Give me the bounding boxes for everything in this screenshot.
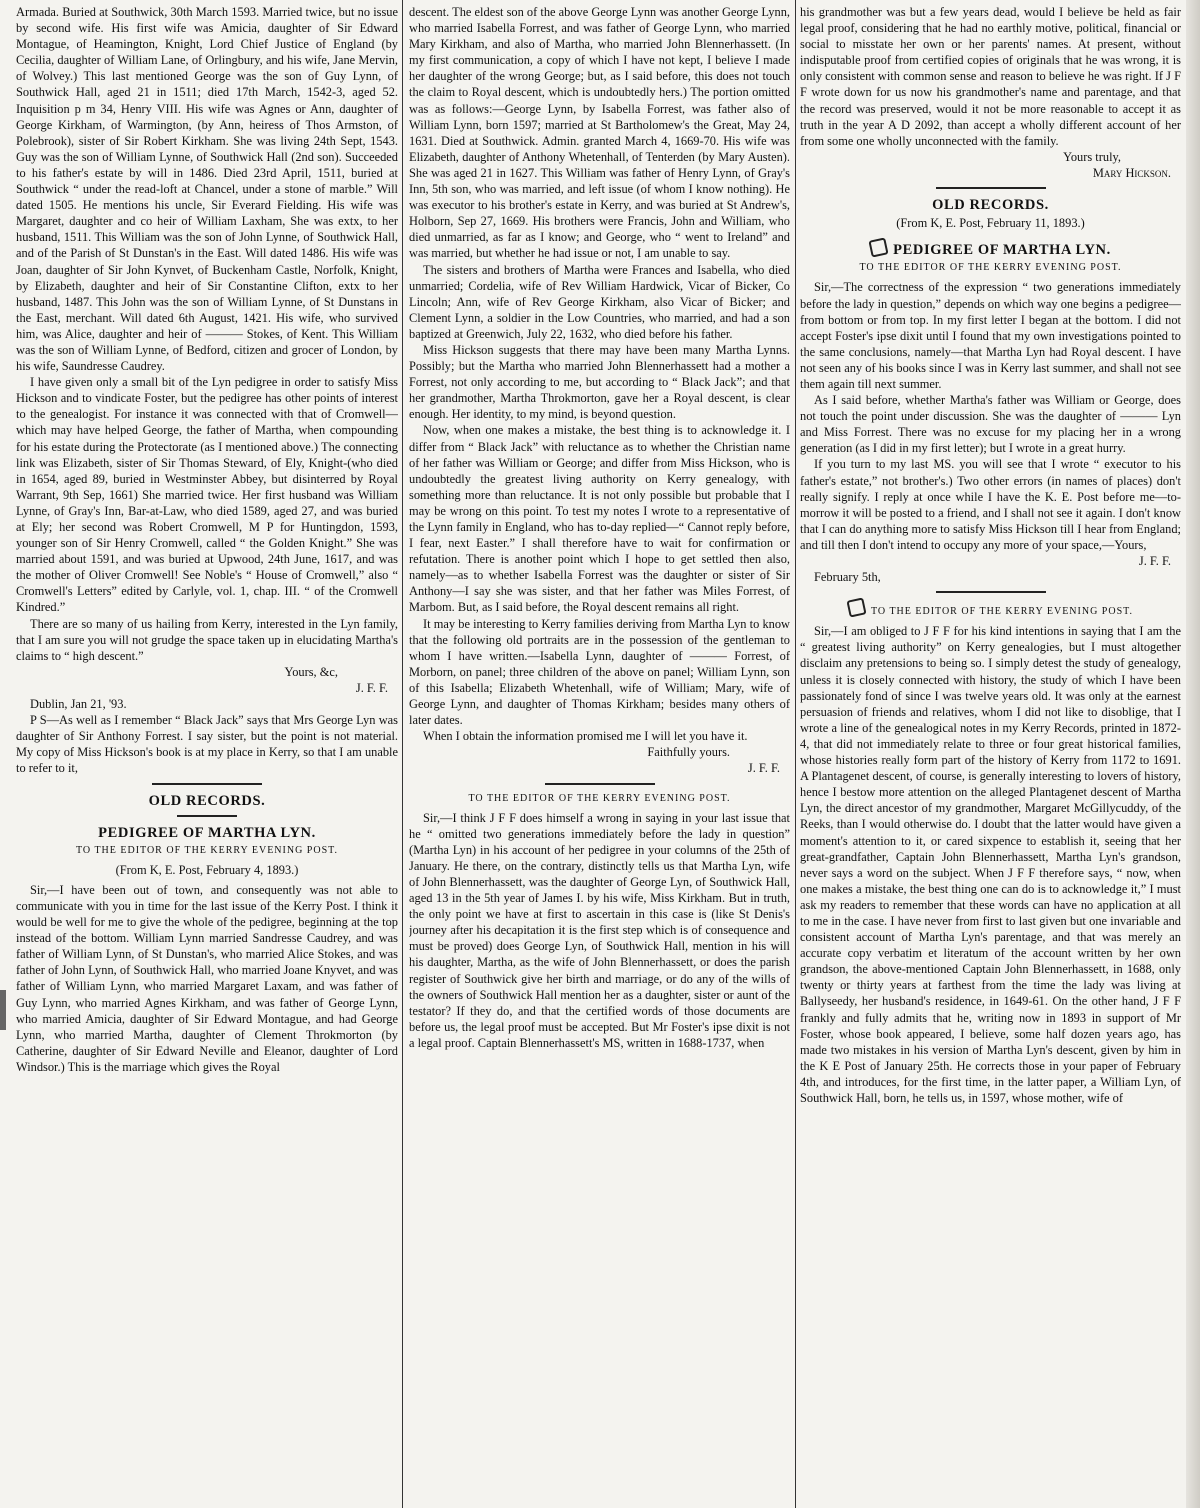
paragraph: Now, when one makes a mistake, the best thing is to acknowledge it. I differ from “ Black Jack” with reluctance as to whether the Christian name of her father was William or George; and differ from Miss Hickson, who is undoubtedly the greatest living authority on Kerry genealogy, with something more than reluctance. It is not only possible but probable that I may be wrong on this point. To test my notes I wrote to a representative of the Lynn family in England, who has to-day replied—“ Cannot reply before, I fear, next Easter.” I shall therefore have to wait for confirmation or refutation. There is another point which I hope to get settled then also, namely—as to whether Isabella Forrest was the daughter or sister of Sir Anthony—I say she was sister, and that her father was Miles Forrest, of Marbom. But, as I said before, the Royal descent remains all right. [409, 423, 790, 615]
source-line: (From K, E. Post, February 11, 1893.) [896, 216, 1085, 231]
paragraph: When I obtain the information promised me I will let you have it. [423, 729, 748, 744]
dateline: February 5th, [814, 570, 881, 585]
editor-address [800, 599, 1181, 620]
column-rule [402, 0, 403, 1508]
paragraph: Armada. Buried at Southwick, 30th March 1593. Married twice, but no issue by second wife. His first wife was Amicia, daughter of Sir Edward Montague, of Heamington, Knight, Lord Chief Justice of England (by Cecilia, daughter of William Lane, of Orlingbury, and his wife, Jane Mervin, of Wolvey.) This last mentioned George was the son of Guy Lynn, of Southwick Hall, aged 21 in 1511; died 17th March, 1542-3, aged 52. Inquisition p m 34, Henry VIII. His wife was Agnes or Ann, daughter of George Kirkham, of Warmington, (by Ann, heiress of Thos Armston, of Polebrook), sister of Sir Robert Kirkham. She was living 24th Sept, 1543. Guy was the son of William Lynne, of Southwick Hall (2nd son). Succeeded to his father's estate by will in 1486. Died 23rd April, 1511, buried at Southwick “ under the read-loft at Chancel, under a stone of marble.” Will dated 1505. He mentions his uncle, Sir Everard Fielding. His wife was Margaret, daughter and co heir of William Laxham, She was extx, to her husband, 1511. This William was the son of John Lynne, of Southwick Hall, and of the Parish of St Dunstan's in the East. Will dated 1486. His wife was Joan, daughter of Sir John Kynvet, of Buckenham Castle, Norfolk, Knight, by Elizabeth, daughter and heir of Sir Constantine Clifton, extx to her husband, 1487. This John was the son of William Lynne, of St Dunstans in the East, merchant. Will dated 6th August, 1421. His wife, who survived him, was Alice, daughter and heir of ——— Stokes, of Kent. This William was the son of William Lynne, of Bedford, citizen and grocer of London, by his wife, Saundresse Caudrey. [16, 5, 398, 374]
section-heading: OLD RECORDS. [932, 197, 1049, 214]
letter-paragraph: As I said before, whether Martha's father was William or George, does not touch the point under discussion. She was the daughter of ——— Lyn and Miss Forrest. There was no excuse for my placing her in a wrong generation (as I did in my first letter); but I wrote in a great hurry. [800, 393, 1181, 456]
paragraph: Miss Hickson suggests that there may have been many Martha Lynns. Possibly; but the Martha who married John Blennerhassett had a mother a Forrest, not only according to me, but according to “ Black Jack”; and that her grandmother, Martha Throkmorton, gave her a Royal descent, is clear enough. Her identity, to my mind, is beyond question. [409, 342, 790, 422]
column-rule [795, 0, 796, 1508]
article-heading [800, 239, 1181, 258]
letter-signature: J. F. F. [1138, 554, 1171, 568]
section-heading: OLD RECORDS. [148, 792, 266, 809]
paragraph: descent. The eldest son of the above George Lynn was another George Lynn, who married Isabella Forrest, and was father of George Lynn, who married Mary Kirkham, and also of Martha, who married John Blennerhassett. (In my first communication, a copy of which I have not kept, I believe I made her daughter of the wrong George; but, as I said before, this does not touch the claim to Royal descent, which is undoubtedly hers.) The portion omitted was as follows:—George Lynn, by Isabella Forrest, was father also of William Lynn, born 1597; married at St Bartholomew's the Great, May 24, 1631. Died at Southwick. Admin. granted March 4, 1669-70. His wife was Elizabeth, daughter of Anthony Whetenhall, of Tenterden (by Mary Austen). She was aged 21 in 1627. This William was father of Henry Lynn, of Gray's Inn, 5th son, who was married, and left issue (of whom I know nothing). He was executor to his brother's estate in Kerry, and was buried at St Andrew's, Holborn, Sep 27, 1669. His brothers were Francis, John and William, who died unmarried, as far as I know; and George, who “ went to Ireland” and was married, but whether he had issue or not, I am unable to say. [409, 5, 790, 261]
pointing-hand-icon [846, 598, 866, 618]
section-rule [152, 783, 262, 785]
article-heading-text: PEDIGREE OF MARTHA LYN. [893, 242, 1111, 259]
letter-close: Yours, &c, [284, 664, 338, 679]
paragraph: It may be interesting to Kerry families deriving from Martha Lyn to know that the following old portraits are in the possession of the gentleman to whom I have written.—Isabella Lynn, daughter of ——— Forrest, of Morborn, on panel; three children of the above on panel; William Lynn, son of this Isabella; Elizabeth Whetenhall, wife of William; Mary, wife of George Lynn, and daughter of Thomas Kirkham; besides many others of later dates. [409, 616, 790, 728]
paragraph: The sisters and brothers of Martha were Frances and Isabella, who died unmarried; Cordelia, wife of Rev William Hardwick, Vicar of Bicker, Co Lincoln; Ann, wife of Rev George Kirkham, also Vicar of Bicker; and Clement Lynn, a soldier in the Low Countries, who married, and had a son baptized at Greenwich, July 22, 1632, who died before his father. [409, 262, 790, 341]
dateline: Dublin, Jan 21, '93. [30, 697, 127, 712]
section-rule [177, 815, 237, 817]
paragraph: There are so many of us hailing from Kerry, interested in the Lyn family, that I am sure you will not grudge the space taken up in elucidating Martha's claims to “ high descent.” [16, 616, 398, 663]
column-2 [409, 4, 790, 1502]
letter-close: Yours truly, [1063, 149, 1121, 164]
paragraph: his grandmother was but a few years dead, would I believe be held as fair legal proof, considering that he had no earthly motive, political, financial or social to misstate her own or her parents' names. At present, without indisputable proof from certified copies of originals that he was wrong, it is only consistent with common sense and reason to believe he was right. If J F F wrote down for us now his grandmother's name and parentage, and that the record was preserved, would it not be more reasonable to accept it as truth in the year A D 2092, than accept a wholly different account of her from some one wholly unconnected with the family. [800, 5, 1181, 148]
editor-address: TO THE EDITOR OF THE KERRY EVENING POST. [75, 844, 339, 856]
letter-signature: J. F. F. [355, 680, 388, 695]
letter-paragraph: Sir,—I think J F F does himself a wrong in saying in your last issue that he “ omitted two generations immediately before the lady in question” (Martha Lyn) in his account of her pedigree in your columns of the 25th of January. He there, on the contrary, distinctly tells us that Martha Lyn, wife of John Blennerhassett, was the daughter of George Lyn, of Southwick Hall, aged 13 in the 5th year of James I. by his wife, Miss Kirkham. But in truth, the only point we have at first to ascertain in this case is (like St Denis's journey after his decapitation it is the first step which is of consequence and must be proved) does George Lyn, of Southwick Hall, mention in his will his daughter, Martha, as the wife of John Blennerhassett, or does the parish register of Southwick give her birth and marriage, or do any of the wills of the owners of Southwick Hall mention her as a daughter, sister or aunt of the testator? If they do, and that the certified words of those documents are before us, the legal proof must be accepted. But Mr Foster's ipse dixit is not a legal proof. Captain Blennerhassett's MS, written in 1688-1737, when [409, 810, 790, 1050]
editor-address: TO THE EDITOR OF THE KERRY EVENING POST. [859, 262, 1122, 274]
editor-address: TO THE EDITOR OF THE KERRY EVENING POST. [468, 792, 731, 804]
postscript: P S—As well as I remember “ Black Jack” says that Mrs George Lyn was daughter of Sir Anthony Forrest. I say sister, but the point is not material. My copy of Miss Hickson's book is at my place in Kerry, so that I am unable to refer to it, [16, 713, 398, 776]
column-1 [16, 4, 398, 1502]
section-rule [545, 783, 655, 785]
scan-right-edge [1186, 0, 1200, 1508]
paragraph: I have given only a small bit of the Lyn pedigree in order to satisfy Miss Hickson and to vindicate Foster, but the pedigree has other points of interest to the genealogist. For instance it was connected with that of Cromwell—which may have helped George, the father of Martha, when compounding for his estate during the Protectorate (as I mentioned above.) The connecting link was Elizabeth, sister of Sir Thomas Steward, of Ely, Knight-(who died in 1654, aged 89, buried in Westminster Abbey, but disinterred by Royal Warrant, 9th Sep, 1661) She married twice. Her first husband was William Lynne, of Gray's Inn, Bar-at-Law, who died 1589, aged 27, and was buried at Ely; her second was Robert Cromwell, M P for Huntingdon, 1593, younger son of Sir Henry Cromwell, called “ the Golden Knight.” She was married about 1591, and was buried at Upwood, 24th June, 1617, and was the mother of Oliver Cromwell! See Noble's “ House of Cromwell,” also “ Cromwell's Letters” edited by Carlyle, vol. 1, chap. III. “ of the Cromwell Kindred.” [16, 375, 398, 615]
letter-signature: Mary Hickson. [1092, 165, 1171, 180]
letter-signature: J. F. F. [747, 761, 780, 776]
section-rule [936, 187, 1046, 189]
letter-paragraph: Sir,—The correctness of the expression “ two generations immediately before the lady in question,” depends on which way one begins a pedigree—from bottom or from top. In my first letter I began at the bottom. I did not accept Foster's ipse dixit until I found that my own investigations pointed to the same conclusions, namely—that Martha Lyn had Royal descent. I have not seen any of his books since I was in Kerry last summer, and shall not see them again till next summer. [800, 280, 1181, 391]
letter-close: Faithfully yours. [647, 745, 730, 760]
column-3 [800, 4, 1181, 1502]
editor-address-text: TO THE EDITOR OF THE KERRY EVENING POST. [870, 606, 1134, 618]
pointing-hand-icon [869, 238, 889, 258]
article-heading: PEDIGREE OF MARTHA LYN. [98, 824, 316, 841]
section-rule [936, 591, 1046, 593]
letter-paragraph: If you turn to my last MS. you will see that I wrote “ executor to his father's estate,” not brother's.) Two other errors (in names of places) don't really signify. I reply at once while I have the K. E. Post before me—to-morrow it will be posted to a friend, and I shall not see it again. I don't know that I can do anything more to satisfy Miss Hickson till I hear from England; and till then I don't intend to occupy any more of your space,—Yours, [800, 457, 1181, 552]
scan-edge-mark [0, 990, 6, 1030]
source-line: (From K, E. Post, February 4, 1893.) [115, 862, 299, 877]
letter-paragraph: Sir,—I am obliged to J F F for his kind intentions in saying that I am the “ greatest living authority” on Kerry genealogies, but I must altogether disclaim any pretensions to being so. I simply detest the study of genealogy, unless it is closely connected with history, the study of which I have been passionately fond of since I was twelve years old. It was only at the earnest persuasion of friends and relatives, whom I did not like to disoblige, that I wrote a line of the genealogical notes in my Kerry Records, printed in 1872-4, that did not immediately relate to three or four great historical families, whose histories really form part of the history of Kerry from 1172 to 1691. A Plantagenet descent, of course, is generally interesting to lovers of history, hence I bestow more attention on the alleged Plantagenet descent of Martha Lyn, the direct ancestor of my grandmother, Margaret McGillycuddy, of the Reeks, than I would otherwise do. I doubt that the latter would have given a moment's attention to it, or cared sixpence to establish it, seeing that her great-grandfather, Captain John Blennerhassett, Martha Lyn's grandson, never says a word on the subject. When J F F therefore says, “ now, when one makes a mistake, the best thing one can do is to acknowledge it,” I must ask my readers to remember that these words can have no application at all to me in the case. I have never from first to last given but one invariable and consistent account of Martha Lyn's parentage, and that was merely an accurate copy verbatim et literatum of the account written by her own grandson, the above-mentioned Captain John Blennerhassett, in 1688, only twenty or thirty years at farthest from the time the lady was living at Ballyseedy, her husband's residence, in 1649-61. On the other hand, J F F frankly and fully admits that he, writing now in 1893 in support of Mr Foster, whose book appeared, I believe, some half dozen years ago, has made two mistakes in his version of Martha Lyn's descent, given by him in the K E Post of January 25th. He corrects those in your paper of February 4th, and introduces, for the first time, in the latter paper, a William Lyn, of Southwick Hall, born, he tells us, in 1597, whose mother, wife of [800, 624, 1181, 1105]
letter-paragraph: Sir,—I have been out of town, and consequently was not able to communicate with you in time for the last issue of the Kerry Post. I think it would be well for me to give the whole of the pedigree, beginning at the top instead of the bottom. William Lynn married Sandresse Caudrey, and was father of William Lynn, of St Dunstan's, who married Alice Stokes, and was father of John Lynn, of Southwick Hall, who married Joane Knyvet, and was father of William Lynn, who married Margaret Laxam, and was father of Guy Lynn, who married Agnes Kirkham, and was father of George Lynn, who married Amicia, daughter of Sir Edward Montague, and had George Lynn, who married Martha, daughter of Clement Throkmorton (by Catherine, daughter of Sir Edward Neville and Eleanor, daughter of Lord Windsor.) This is the marriage which gives the Royal [16, 882, 398, 1074]
